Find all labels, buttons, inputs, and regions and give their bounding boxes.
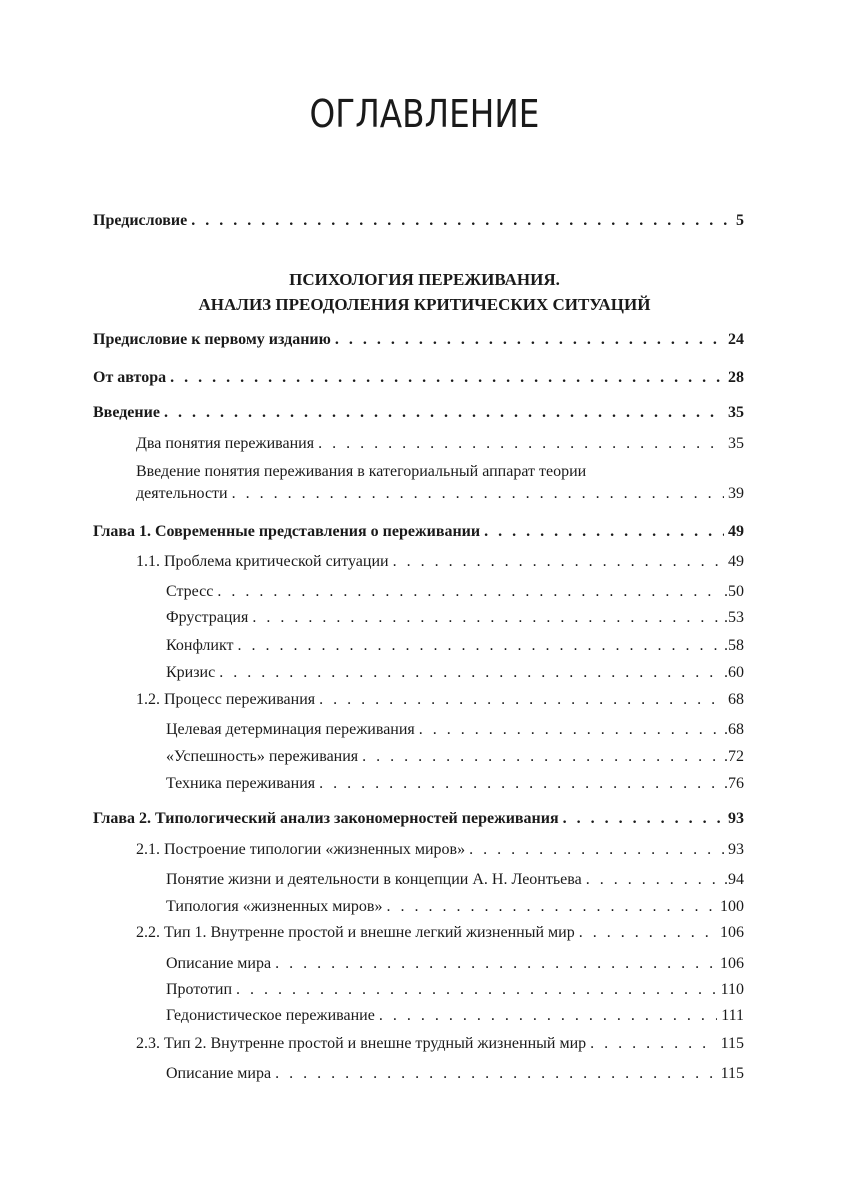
toc-entry[interactable] — [136, 1030, 744, 1054]
dot-leader — [236, 980, 717, 1000]
toc-entry-chapter-1[interactable] — [93, 518, 744, 542]
toc-entry-page: .53 — [724, 609, 744, 626]
dot-leader — [393, 552, 724, 572]
section-title-line-2: АНАЛИЗ ПРЕОДОЛЕНИЯ КРИТИЧЕСКИХ СИТУАЦИЙ — [198, 295, 651, 314]
toc-entry-page: 106 — [720, 924, 744, 941]
toc-entry-chapter-2[interactable] — [93, 805, 744, 829]
toc-entry[interactable] — [136, 480, 744, 504]
dot-leader — [191, 211, 732, 231]
dot-leader — [319, 690, 724, 710]
toc-entry-page: 106 — [720, 955, 744, 972]
toc-entry-page: 39 — [728, 485, 744, 502]
toc-entry-page: 115 — [720, 1035, 744, 1052]
toc-entry-title: Глава 1. Современные представления о переживании — [93, 523, 481, 540]
toc-entry[interactable] — [166, 604, 744, 628]
toc-entry-page: 28 — [728, 369, 744, 386]
toc-entry-title: Целевая детерминация переживания — [166, 721, 415, 738]
toc-entry[interactable] — [166, 976, 744, 1000]
toc-entry[interactable] — [166, 716, 744, 740]
toc-entry-title: 2.3. Тип 2. Внутренне простой и внешне трудный жизненный мир — [136, 1035, 587, 1052]
dot-leader — [590, 1034, 716, 1054]
toc-entry[interactable] — [166, 770, 744, 794]
dot-leader — [232, 484, 724, 504]
toc-entry-page: 115 — [720, 1065, 744, 1082]
toc-entry-page: .72 — [724, 748, 744, 765]
toc-entry-title: От автора — [93, 369, 167, 386]
toc-entry[interactable] — [166, 578, 744, 602]
toc-entry-page: .68 — [724, 721, 744, 738]
toc-entry-page: 111 — [721, 1007, 744, 1024]
toc-entry[interactable] — [166, 866, 744, 890]
dot-leader — [217, 582, 720, 602]
dot-leader — [319, 774, 720, 794]
page-heading: ОГЛАВЛЕНИЕ — [309, 92, 540, 136]
dot-leader — [419, 720, 720, 740]
toc-entry[interactable] — [136, 836, 744, 860]
toc-entry-title: Два понятия переживания — [136, 435, 315, 452]
toc-entry-page: 35 — [728, 404, 744, 421]
toc-entry-title: Кризис — [166, 664, 216, 681]
toc-entry-title: 2.1. Построение типологии «жизненных миров» — [136, 841, 466, 858]
toc-entry-introduction[interactable] — [93, 399, 744, 423]
toc-entry-preface[interactable] — [93, 207, 744, 231]
toc-entry-title: 1.1. Проблема критической ситуации — [136, 553, 389, 570]
dot-leader — [563, 809, 724, 829]
toc-entry-page: .76 — [724, 775, 744, 792]
toc-entry-page: .60 — [724, 664, 744, 681]
toc-entry-title: Введение — [93, 404, 160, 421]
dot-leader — [170, 368, 724, 388]
toc-entry-page: 49 — [728, 553, 744, 570]
toc-entry[interactable] — [166, 950, 744, 974]
toc-entry-title: Конфликт — [166, 637, 234, 654]
toc-entry-title: Понятие жизни и деятельности в концепции А. Н. Леонтьева — [166, 871, 582, 888]
toc-entry-title: Предисловие к первому изданию — [93, 331, 331, 348]
toc-entry-page: 100 — [720, 898, 744, 915]
toc-entry-wrapped-line: Введение понятия переживания в категориальный аппарат теории — [136, 463, 587, 480]
dot-leader — [275, 1064, 717, 1084]
toc-entry-page: .58 — [724, 637, 744, 654]
dot-leader — [362, 747, 720, 767]
dot-leader — [386, 897, 716, 917]
dot-leader — [164, 403, 724, 423]
toc-entry-page: 93 — [728, 810, 744, 827]
toc-entry-title: 1.2. Процесс переживания — [136, 691, 316, 708]
toc-entry-page: .50 — [724, 583, 744, 600]
toc-entry-title: Гедонистическое переживание — [166, 1007, 375, 1024]
dot-leader — [586, 870, 720, 890]
toc-entry[interactable] — [166, 893, 744, 917]
dot-leader — [238, 636, 720, 656]
toc-entry-page: 35 — [728, 435, 744, 452]
toc-entry-page: 49 — [728, 523, 744, 540]
toc-entry[interactable] — [136, 548, 744, 572]
dot-leader — [579, 923, 716, 943]
toc-entry-from-author[interactable] — [93, 364, 744, 388]
toc-entry-title: Стресс — [166, 583, 214, 600]
toc-entry-title: Предисловие — [93, 212, 188, 229]
toc-entry-page: 93 — [728, 841, 744, 858]
toc-entry-foreword[interactable] — [93, 326, 744, 350]
toc-entry-page: 5 — [736, 212, 744, 229]
toc-entry-title: Описание мира — [166, 955, 272, 972]
dot-leader — [275, 954, 716, 974]
toc-entry-page: 24 — [728, 331, 744, 348]
dot-leader — [335, 330, 724, 350]
toc-entry[interactable] — [136, 686, 744, 710]
toc-entry[interactable] — [166, 632, 744, 656]
dot-leader — [219, 663, 720, 683]
toc-entry-title: Глава 2. Типологический анализ закономерностей переживания — [93, 810, 559, 827]
toc-entry-title: Описание мира — [166, 1065, 272, 1082]
dot-leader — [469, 840, 724, 860]
toc-entry[interactable] — [166, 659, 744, 683]
toc-entry-title: Прототип — [166, 981, 233, 998]
toc-entry-page: 110 — [720, 981, 744, 998]
toc-entry[interactable] — [136, 919, 744, 943]
toc-entry[interactable] — [166, 743, 744, 767]
toc-entry[interactable] — [166, 1060, 744, 1084]
toc-entry[interactable] — [166, 1002, 744, 1026]
section-title-line-1: ПСИХОЛОГИЯ ПЕРЕЖИВАНИЯ. — [289, 270, 560, 289]
dot-leader — [379, 1006, 717, 1026]
toc-entry-title: Фрустрация — [166, 609, 249, 626]
toc-entry-page: .94 — [724, 871, 744, 888]
toc-entry-title: Типология «жизненных миров» — [166, 898, 383, 915]
dot-leader — [484, 522, 724, 542]
toc-entry-title: 2.2. Тип 1. Внутренне простой и внешне легкий жизненный мир — [136, 924, 575, 941]
dot-leader — [318, 434, 724, 454]
toc-entry-page: 68 — [728, 691, 744, 708]
toc-entry-title: Техника переживания — [166, 775, 316, 792]
toc-entry-title: деятельности — [136, 485, 228, 502]
toc-entry[interactable] — [136, 430, 744, 454]
toc-entry-title: «Успешность» переживания — [166, 748, 359, 765]
dot-leader — [252, 608, 720, 628]
